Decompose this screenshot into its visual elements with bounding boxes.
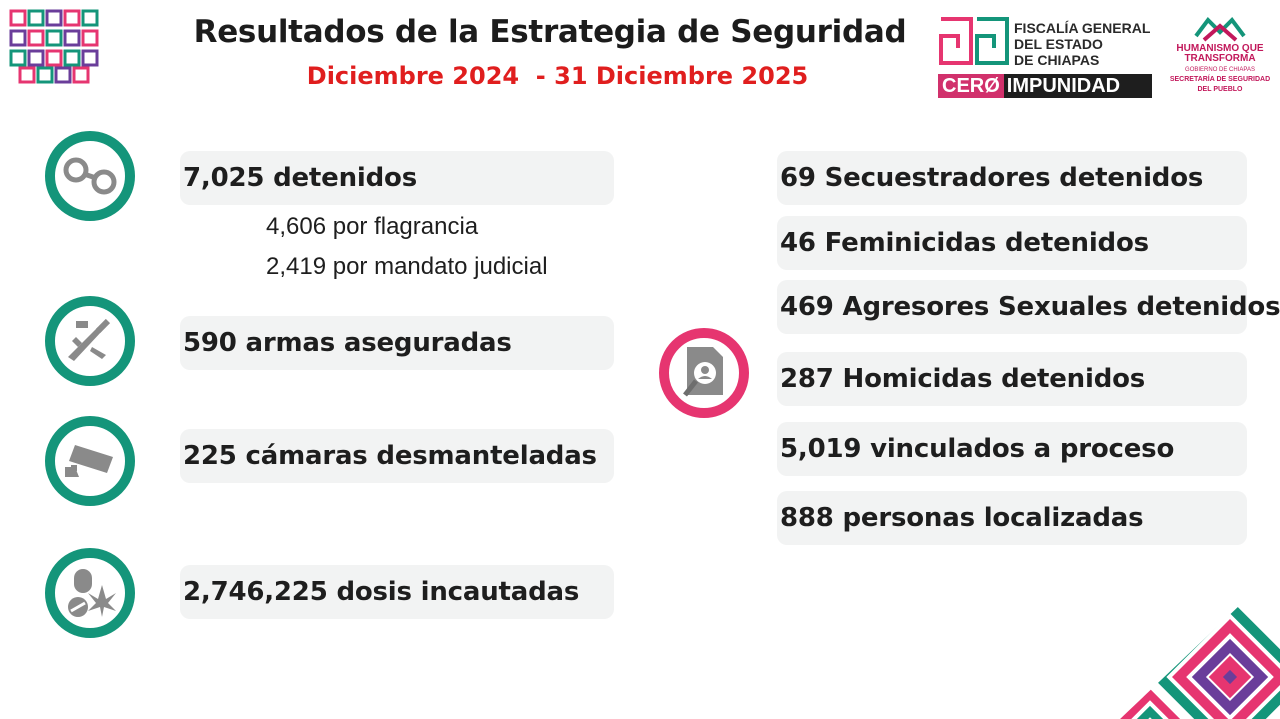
weapons-glyph (62, 317, 118, 365)
stat-armas: 590 armas aseguradas (180, 316, 614, 370)
security-camera-icon (45, 416, 135, 506)
fiscalia-line1: FISCALÍA GENERAL (1014, 20, 1151, 36)
stat-flagrancia: 4,606 por flagrancia (266, 213, 479, 240)
stat-camaras: 225 cámaras desmanteladas (180, 429, 614, 483)
impunidad-label: IMPUNIDAD (1006, 75, 1121, 97)
security-camera-glyph (61, 439, 119, 483)
fiscalia-logo (938, 16, 1154, 100)
drugs-icon (45, 548, 135, 638)
dept-line1: SECRETARÍA DE SEGURIDAD (1169, 76, 1271, 83)
document-search-glyph (679, 345, 729, 401)
slogan-line2: TRANSFORMA (1184, 53, 1256, 64)
cero-label: CERØ (938, 74, 1004, 98)
fiscalia-line3: DE CHIAPAS (1014, 52, 1100, 68)
page-title: Resultados de la Estrategia de Seguridad (193, 14, 907, 50)
stat-vinculados: 5,019 vinculados a proceso (777, 422, 1247, 476)
stat-dosis: 2,746,225 dosis incautadas (180, 565, 614, 619)
gobierno-mark-icon (1190, 14, 1250, 44)
chiapas-pattern-logo (8, 8, 106, 84)
date-range-subtitle: Diciembre 2024 - 31 Diciembre 2025 (306, 62, 809, 90)
weapons-icon (45, 296, 135, 386)
fiscalia-line2: DEL ESTADO (1014, 36, 1103, 52)
stat-agresores-sexuales: 469 Agresores Sexuales detenidos (777, 280, 1247, 334)
stat-secuestradores: 69 Secuestradores detenidos (777, 151, 1247, 205)
stat-feminicidas: 46 Feminicidas detenidos (777, 216, 1247, 270)
decorative-corner-pattern (1120, 567, 1280, 719)
fiscalia-name (1014, 20, 1150, 68)
gobierno-chiapas-logo (1164, 14, 1276, 104)
stat-detenidos: 7,025 detenidos (180, 151, 614, 205)
gobierno-name: GOBIERNO DE CHIAPAS (1185, 67, 1255, 73)
dept-line2: DEL PUEBLO (1197, 86, 1243, 93)
stat-localizadas: 888 personas localizadas (777, 491, 1247, 545)
fiscalia-mark-icon (938, 16, 1010, 66)
slogan-line1: HUMANISMO QUE (1176, 43, 1264, 54)
handcuffs-icon (45, 131, 135, 221)
handcuffs-glyph (62, 154, 118, 198)
document-search-icon (659, 328, 749, 418)
drugs-glyph (62, 567, 118, 619)
stat-homicidas: 287 Homicidas detenidos (777, 352, 1247, 406)
cero-impunidad-banner (938, 74, 1152, 98)
stat-mandato-judicial: 2,419 por mandato judicial (266, 253, 548, 280)
